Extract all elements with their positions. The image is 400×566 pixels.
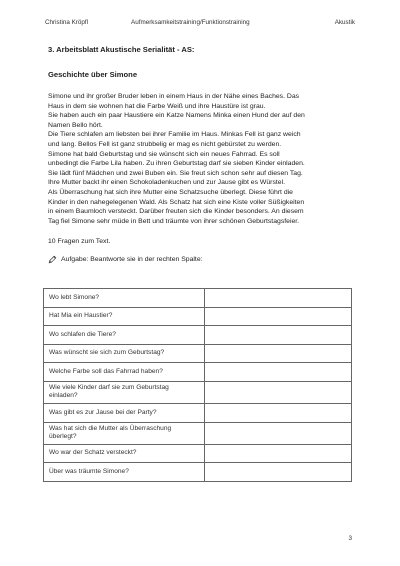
- story-title: Geschichte über Simone: [48, 70, 138, 79]
- table-row: [44, 422, 352, 444]
- answer-cell[interactable]: [205, 326, 352, 345]
- table-row: [44, 381, 352, 403]
- task-text: Aufgabe: Beantworte sie in der rechten Spalte:: [61, 255, 203, 263]
- question-cell: Was hat sich die Mutter als Überraschung überlegt?: [44, 422, 205, 444]
- answer-cell[interactable]: [205, 403, 352, 422]
- question-cell: Über was träumte Simone?: [44, 463, 205, 482]
- story-line: Tag fiel Simone sehr müde in Bett und träumte von ihrer schönen Geburtstagsfeier.: [48, 217, 300, 225]
- story-line: Namen Bello hört.: [48, 121, 103, 129]
- question-cell: Wo war der Schatz versteckt?: [44, 444, 205, 463]
- table-row: [44, 326, 352, 345]
- question-table: [43, 288, 352, 482]
- question-cell: Wie viele Kinder darf sie zum Geburtstag einladen?: [44, 381, 205, 403]
- question-cell: Was gibt es zur Jause bei der Party?: [44, 403, 205, 422]
- question-cell: Wo lebt Simone?: [44, 289, 205, 308]
- table-row: [44, 344, 352, 363]
- answer-cell[interactable]: [205, 463, 352, 482]
- table-row: [44, 444, 352, 463]
- story-line: Simone und ihr großer Bruder leben in einem Haus in der Nähe eines Baches. Das: [48, 93, 300, 100]
- story-line: unbedingt die Farbe Lila haben. Zu ihren Geburtstag darf sie sieben Kinder einladen.: [48, 160, 305, 168]
- question-cell: Wo schlafen die Tiere?: [44, 326, 205, 345]
- question-cell: Hat Mia ein Haustier?: [44, 307, 205, 326]
- worksheet-content: [48, 45, 352, 265]
- answer-cell[interactable]: [205, 363, 352, 382]
- story-line: Sie haben auch ein paar Haustiere ein Katze Namens Minka einen Hund der auf den: [48, 112, 305, 120]
- table-row: [44, 463, 352, 482]
- answer-cell[interactable]: [205, 381, 352, 403]
- story-line: in einem Baumloch versteckt. Darüber freuten sich die Kinder besonders. An diesem: [48, 208, 304, 216]
- question-cell: Welche Farbe soll das Fahrrad haben?: [44, 363, 205, 382]
- story-line: und lang. Bellos Fell ist ganz strubbelig er mag es nicht gebürstet zu werden.: [48, 140, 282, 148]
- story-line: Sie lädt fünf Mädchen und zwei Buben ein. Sie freut sich schon sehr auf diesen Tag.: [48, 169, 303, 177]
- story-line: Als Überraschung hat sich ihre Mutter eine Schatzsuche überlegt. Diese führt die: [48, 188, 293, 196]
- story-line: Simone hat bald Geburtstag und sie wünscht sich ein neues Fahrrad. Es soll: [48, 150, 280, 158]
- answer-cell[interactable]: [205, 344, 352, 363]
- table-row: [44, 307, 352, 326]
- answer-cell[interactable]: [205, 444, 352, 463]
- pencil-icon: [48, 255, 57, 264]
- answer-cell[interactable]: [205, 307, 352, 326]
- story-line: Ihre Mutter backt ihr einen Schokoladenkuchen und zur Jause gibt es Würstel.: [48, 179, 285, 187]
- story-text: [48, 92, 352, 226]
- table-row: [44, 403, 352, 422]
- header-topic: Akustik: [334, 19, 355, 26]
- story-line: Kinder in den nahegelegenen Wald. Als Schatz hat sich eine Kiste voller Süßigkeiten: [48, 198, 305, 206]
- question-count: 10 Fragen zum Text.: [48, 238, 111, 246]
- story-line: Die Tiere schlafen am liebsten bei ihrer Familie im Haus. Minkas Fell ist ganz weich: [48, 131, 301, 139]
- question-cell: Was wünscht sie sich zum Geburtstag?: [44, 344, 205, 363]
- task-instruction: [48, 255, 352, 265]
- header-author: Christina Kröpfl: [45, 19, 89, 26]
- answer-cell[interactable]: [205, 422, 352, 444]
- answer-cell[interactable]: [205, 289, 352, 308]
- table-row: [44, 363, 352, 382]
- story-line: Haus in dem sie wohnen hat die Farbe Weiß und ihre Haustüre ist grau.: [48, 102, 266, 110]
- header-course: Aufmerksamkeitstraining/Funktionstraining: [131, 19, 250, 26]
- page-number: 3: [348, 535, 352, 542]
- table-row: [44, 289, 352, 308]
- worksheet-title: 3. Arbeitsblatt Akustische Serialität - AS:: [48, 45, 195, 54]
